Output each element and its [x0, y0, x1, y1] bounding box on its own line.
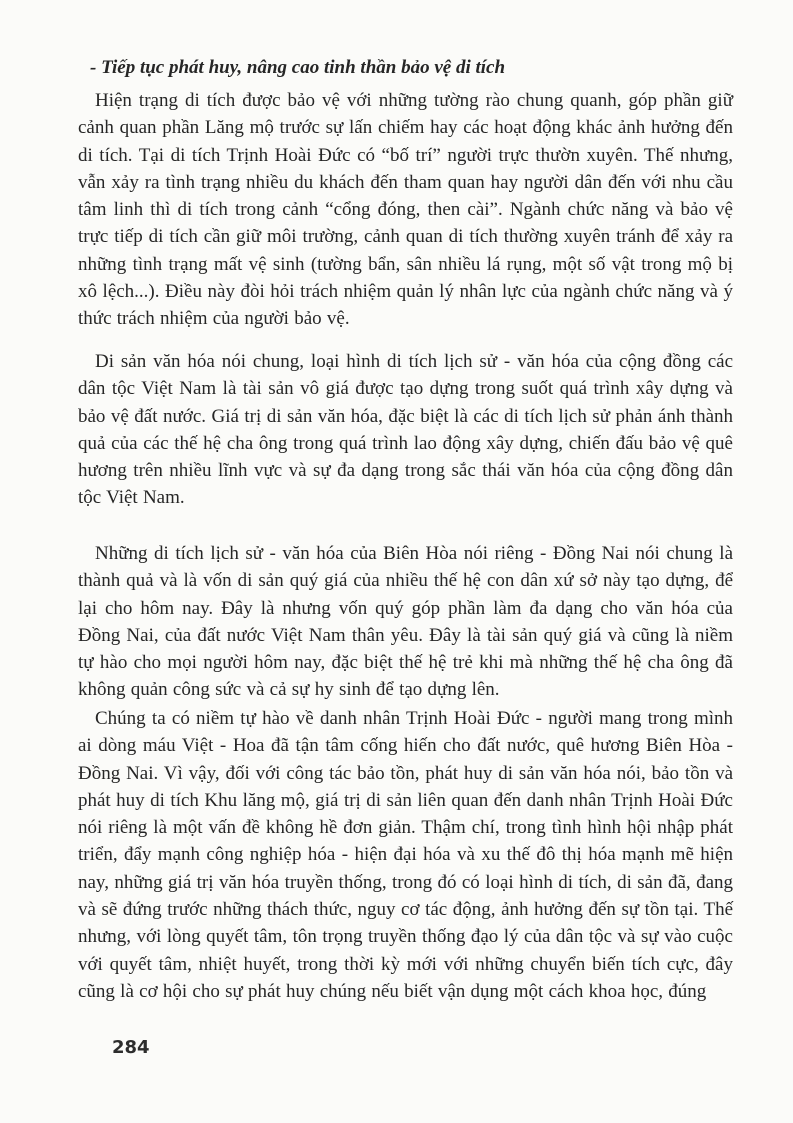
page-number: 284: [112, 1037, 150, 1058]
paragraph-trinh-hoai-duc: Chúng ta có niềm tự hào về danh nhân Trịnh Hoài Đức - người mang trong mình ai dòng máu Việt - Hoa đã tận tâm cống hiến cho đất nước, quê hương Biên Hòa - Đồng Nai. Vì vậy, đối với công tác bảo tồn, phát huy di sản văn hóa nói, bảo tồn và phát huy di tích Khu lăng mộ, giá trị di sản liên quan đến danh nhân Trịnh Hoài Đức nói riêng là một vấn đề không hề đơn giản. Thậm chí, trong tình hình hội nhập phát triển, đẩy mạnh công nghiệp hóa - hiện đại hóa và xu thế đô thị hóa mạnh mẽ hiện nay, những giá trị văn hóa truyền thống, trong đó có loại hình di tích, di sản đã, đang và sẽ đứng trước những thách thức, nguy cơ tác động, ảnh hưởng đến sự tồn tại. Thế nhưng, với lòng quyết tâm, tôn trọng truyền thống đạo lý của dân tộc và sự vào cuộc với quyết tâm, nhiệt huyết, trong thời kỳ mới với những chuyển biến tích cực, đây cũng là cơ hội cho sự phát huy chúng nếu biết vận dụng một cách khoa học, đúng: [78, 708, 733, 1002]
paragraph-cultural-heritage: Di sản văn hóa nói chung, loại hình di tích lịch sử - văn hóa của cộng đồng các dân tộc Việt Nam là tài sản vô giá được tạo dựng trong suốt quá trình xây dựng và bảo vệ đất nước. Giá trị di sản văn hóa, đặc biệt là các di tích lịch sử phản ánh thành quả của các thế hệ cha ông trong quá trình lao động xây dựng, chiến đấu bảo vệ quê hương trên nhiều lĩnh vực và sự đa dạng trong sắc thái văn hóa của cộng đồng dân tộc Việt Nam.: [78, 351, 733, 509]
book-page: [78, 0, 733, 1123]
section-heading: - Tiếp tục phát huy, nâng cao tinh thần bảo vệ di tích: [90, 57, 506, 78]
paragraph-site-protection: Hiện trạng di tích được bảo vệ với những tường rào chung quanh, góp phần giữ cảnh quan phần Lăng mộ trước sự lấn chiếm hay các hoạt động khác ảnh hưởng đến di tích. Tại di tích Trịnh Hoài Đức có “bố trí” người trực thườn xuyên. Thế nhưng, vẫn xảy ra tình trạng nhiều du khách đến tham quan hay người dân đến với nhu cầu tâm linh thì di tích trong cảnh “cổng đóng, then cài”. Ngành chức năng và bảo vệ trực tiếp di tích cần giữ môi trường, cảnh quan di tích thường xuyên tránh để xảy ra những tình trạng mất vệ sinh (tường bẩn, sân nhiều lá rụng, một số vật trong mộ bị xô lệch...). Điều này đòi hỏi trách nhiệm quản lý nhân lực của ngành chức năng và ý thức trách nhiệm của người bảo vệ.: [78, 90, 733, 330]
paragraph-bien-hoa-dong-nai: Những di tích lịch sử - văn hóa của Biên Hòa nói riêng - Đồng Nai nói chung là thành quả và là vốn di sản quý giá của nhiều thế hệ con dân xứ sở này tạo dựng, để lại cho hôm nay. Đây là nhưng vốn quý góp phần làm đa dạng cho văn hóa của Đồng Nai, của đất nước Việt Nam thân yêu. Đây là tài sản quý giá và cũng là niềm tự hào cho mọi người hôm nay, đặc biệt thế hệ trẻ khi mà những thế hệ cha ông đã không quản công sức và cả sự hy sinh để tạo dựng lên.: [78, 543, 733, 701]
